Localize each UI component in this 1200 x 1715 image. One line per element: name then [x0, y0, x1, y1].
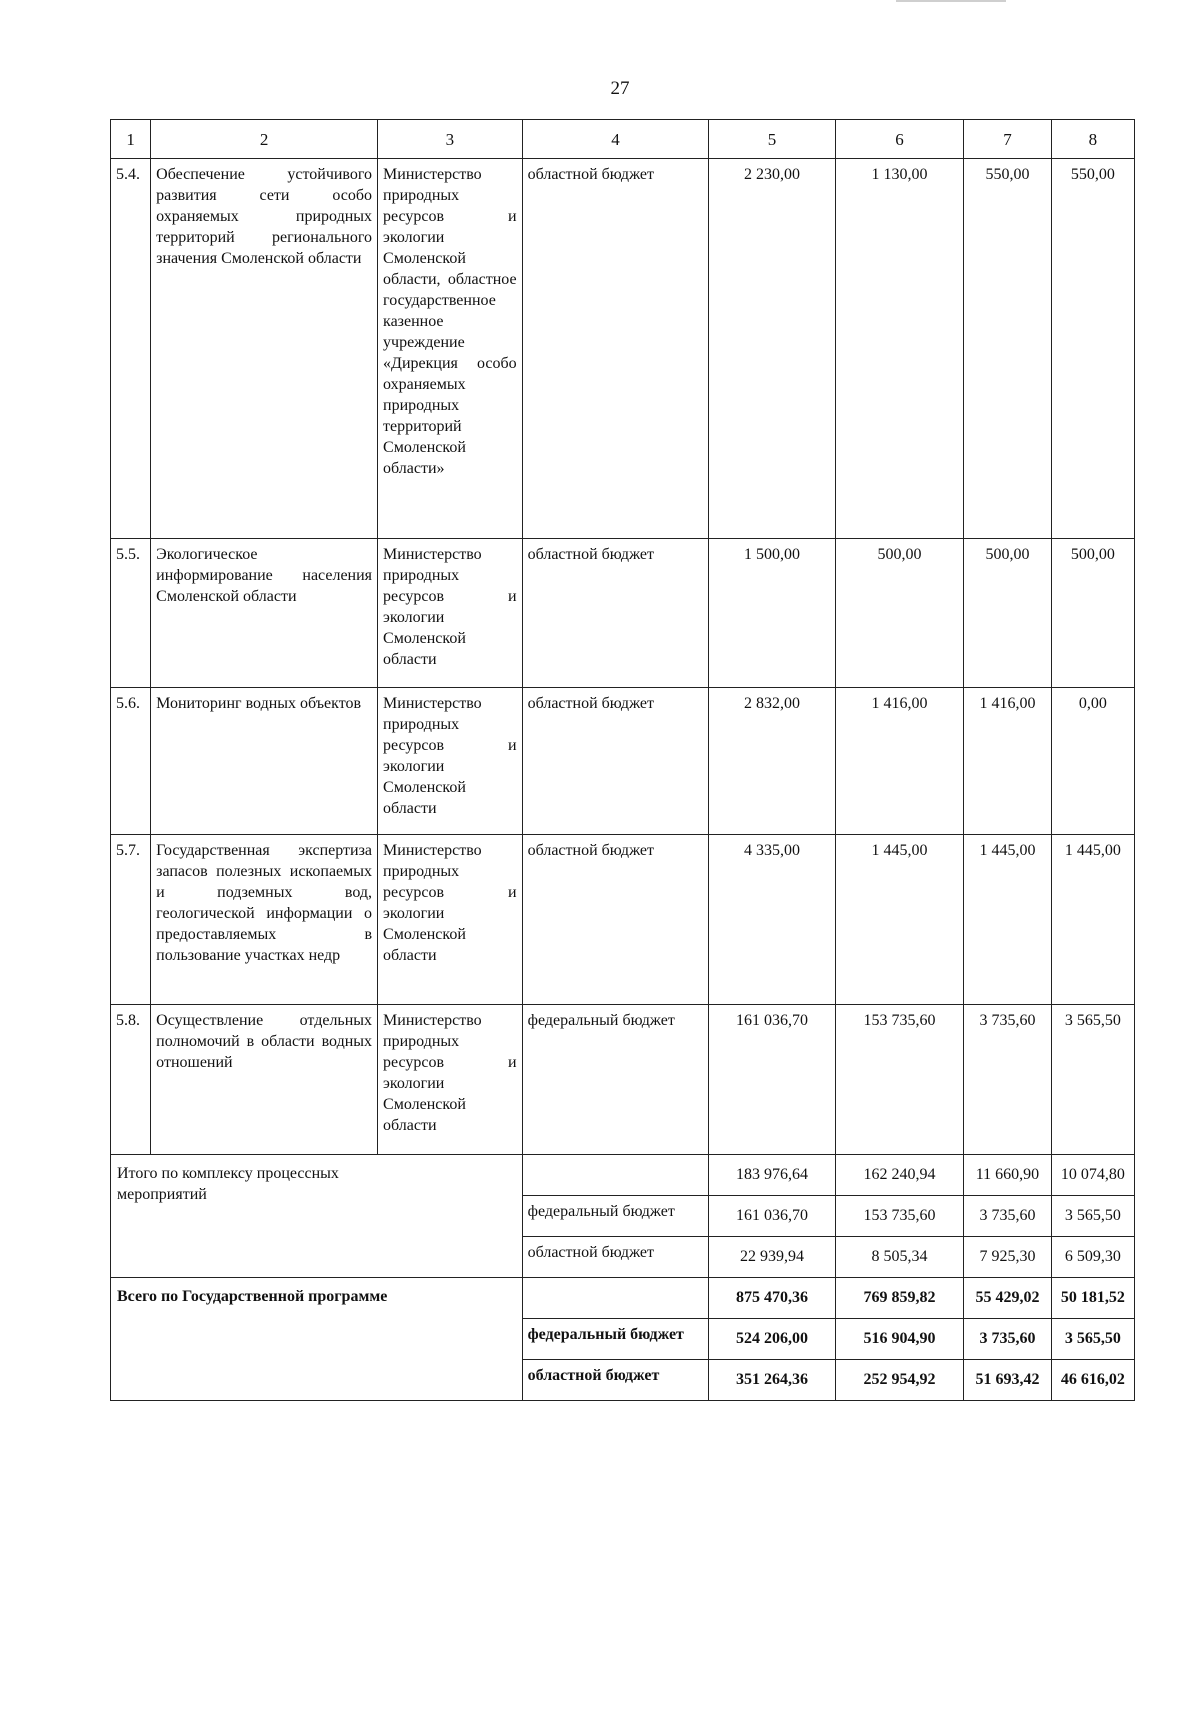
table-row — [111, 1005, 1135, 1155]
activity-name: Осуществление отдельных полномочий в области водных отношений — [151, 1005, 378, 1155]
total-amount: 2 230,00 — [709, 159, 835, 539]
scan-artifact-line — [896, 0, 1006, 2]
funding-source: областной бюджет — [522, 159, 709, 539]
year-1-amount: 153 735,60 — [835, 1196, 964, 1237]
total-amount: 161 036,70 — [709, 1005, 835, 1155]
row-number: 5.6. — [111, 688, 151, 835]
funding-source: федеральный бюджет — [522, 1005, 709, 1155]
total-amount: 22 939,94 — [709, 1237, 835, 1278]
year-1-amount: 252 954,92 — [835, 1360, 964, 1401]
year-1-amount: 1 416,00 — [835, 688, 964, 835]
funding-source: федеральный бюджет — [522, 1196, 709, 1237]
budget-table — [110, 119, 1135, 1401]
total-amount: 875 470,36 — [709, 1278, 835, 1319]
page-number: 27 — [610, 78, 630, 99]
year-2-amount: 3 735,60 — [964, 1005, 1051, 1155]
year-1-amount: 153 735,60 — [835, 1005, 964, 1155]
year-1-amount: 500,00 — [835, 539, 964, 688]
year-3-amount: 550,00 — [1051, 159, 1134, 539]
year-3-amount: 3 565,50 — [1051, 1319, 1134, 1360]
column-header-2: 2 — [151, 120, 378, 159]
table-row — [111, 835, 1135, 1005]
total-amount: 1 500,00 — [709, 539, 835, 688]
table-row — [111, 159, 1135, 539]
row-number: 5.8. — [111, 1005, 151, 1155]
funding-source: областной бюджет — [522, 1237, 709, 1278]
row-number: 5.7. — [111, 835, 151, 1005]
total-amount: 351 264,36 — [709, 1360, 835, 1401]
column-header-3: 3 — [378, 120, 523, 159]
column-header-4: 4 — [522, 120, 709, 159]
funding-source: областной бюджет — [522, 835, 709, 1005]
funding-source: областной бюджет — [522, 688, 709, 835]
total-amount: 524 206,00 — [709, 1319, 835, 1360]
year-3-amount: 46 616,02 — [1051, 1360, 1134, 1401]
year-1-amount: 1 445,00 — [835, 835, 964, 1005]
year-2-amount: 3 735,60 — [964, 1196, 1051, 1237]
row-number: 5.4. — [111, 159, 151, 539]
year-2-amount: 1 445,00 — [964, 835, 1051, 1005]
year-2-amount: 11 660,90 — [964, 1155, 1051, 1196]
executor: Министерство природных ресурсов и экологии Смоленской области, областное государственное казенное учреждение «Дирекция особо охраняемых природных территорий Смоленской области» — [378, 159, 523, 539]
executor: Министерство природных ресурсов и экологии Смоленской области — [378, 539, 523, 688]
year-2-amount: 55 429,02 — [964, 1278, 1051, 1319]
year-2-amount: 1 416,00 — [964, 688, 1051, 835]
column-header-6: 6 — [835, 120, 964, 159]
column-header-1: 1 — [111, 120, 151, 159]
total-amount: 2 832,00 — [709, 688, 835, 835]
total-amount: 4 335,00 — [709, 835, 835, 1005]
total-amount: 161 036,70 — [709, 1196, 835, 1237]
year-3-amount: 10 074,80 — [1051, 1155, 1134, 1196]
table-header-row — [111, 120, 1135, 159]
activity-name: Мониторинг водных объектов — [151, 688, 378, 835]
year-1-amount: 516 904,90 — [835, 1319, 964, 1360]
executor: Министерство природных ресурсов и экологии Смоленской области — [378, 835, 523, 1005]
year-3-amount: 50 181,52 — [1051, 1278, 1134, 1319]
funding-source — [522, 1278, 709, 1319]
funding-source — [522, 1155, 709, 1196]
funding-source: областной бюджет — [522, 539, 709, 688]
year-2-amount: 3 735,60 — [964, 1319, 1051, 1360]
year-1-amount: 769 859,82 — [835, 1278, 964, 1319]
year-3-amount: 6 509,30 — [1051, 1237, 1134, 1278]
year-3-amount: 3 565,50 — [1051, 1196, 1134, 1237]
year-1-amount: 162 240,94 — [835, 1155, 964, 1196]
activity-name: Экологическое информирование населения Смоленской области — [151, 539, 378, 688]
table-row — [111, 539, 1135, 688]
grand-total-row — [111, 1278, 1135, 1319]
subtotal-row — [111, 1155, 1135, 1196]
funding-source: областной бюджет — [522, 1360, 709, 1401]
year-3-amount: 0,00 — [1051, 688, 1134, 835]
activity-name: Государственная экспертиза запасов полезных ископаемых и подземных вод, геологической информации о предоставляемых в пользование участках недр — [151, 835, 378, 1005]
executor: Министерство природных ресурсов и экологии Смоленской области — [378, 1005, 523, 1155]
year-2-amount: 550,00 — [964, 159, 1051, 539]
year-2-amount: 51 693,42 — [964, 1360, 1051, 1401]
year-1-amount: 8 505,34 — [835, 1237, 964, 1278]
year-2-amount: 500,00 — [964, 539, 1051, 688]
column-header-7: 7 — [964, 120, 1051, 159]
year-3-amount: 1 445,00 — [1051, 835, 1134, 1005]
activity-name: Обеспечение устойчивого развития сети особо охраняемых природных территорий регионального значения Смоленской области — [151, 159, 378, 539]
subtotal-label: Итого по комплексу процессных мероприятий — [117, 1165, 339, 1203]
grand-total-label: Всего по Государственной программе — [111, 1278, 523, 1401]
year-3-amount: 500,00 — [1051, 539, 1134, 688]
row-number: 5.5. — [111, 539, 151, 688]
year-2-amount: 7 925,30 — [964, 1237, 1051, 1278]
year-3-amount: 3 565,50 — [1051, 1005, 1134, 1155]
column-header-5: 5 — [709, 120, 835, 159]
total-amount: 183 976,64 — [709, 1155, 835, 1196]
subtotal-label-cell — [111, 1155, 523, 1278]
executor: Министерство природных ресурсов и экологии Смоленской области — [378, 688, 523, 835]
table-row — [111, 688, 1135, 835]
year-1-amount: 1 130,00 — [835, 159, 964, 539]
column-header-8: 8 — [1051, 120, 1134, 159]
funding-source: федеральный бюджет — [522, 1319, 709, 1360]
